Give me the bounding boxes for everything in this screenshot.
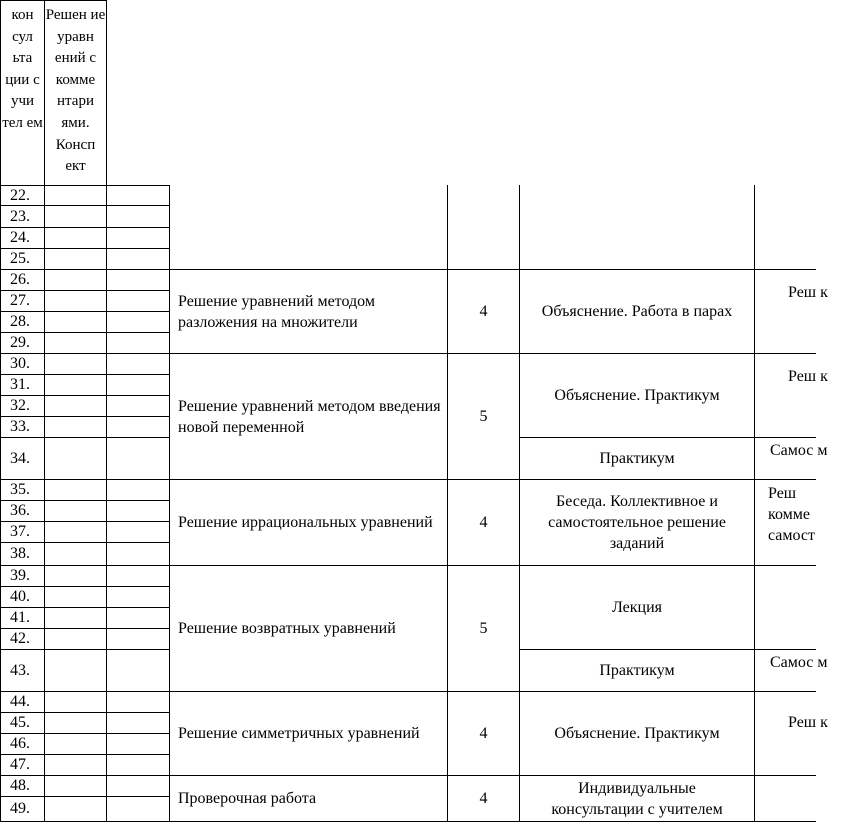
form-cell: [520, 438, 754, 479]
row-number: 48.: [10, 777, 30, 794]
row-number: 49.: [10, 800, 30, 817]
topic-cell: [170, 480, 447, 565]
topic-text: Решение уравнений методом разложения на множители: [178, 292, 375, 331]
empty-cell: [44, 269, 107, 291]
row-number-cell: [0, 248, 45, 270]
topic-text: Проверочная работа: [178, 790, 317, 807]
hours-cell: [448, 270, 519, 353]
row-number-cell: [0, 754, 45, 776]
empty-cell: [106, 227, 170, 249]
empty-cell: [106, 691, 170, 713]
empty-cell: [106, 796, 170, 822]
header-solutions: [44, 0, 107, 186]
empty-cell: [44, 521, 107, 543]
row-number: 46.: [10, 735, 30, 752]
empty-cell: [106, 416, 170, 438]
empty-cell: [106, 395, 170, 417]
empty-cell: [44, 754, 107, 776]
row-number: 26.: [10, 271, 30, 288]
topic-text: Решение уравнений методом введения новой переменной: [178, 397, 441, 436]
row-number: 27.: [10, 292, 30, 309]
row-number-cell: [0, 290, 45, 312]
empty-cell: [106, 205, 170, 228]
row-number-cell: [0, 185, 45, 206]
extra-text: Реш комме самост: [768, 485, 816, 544]
row-number: 32.: [10, 397, 30, 414]
row-number: 22.: [10, 186, 30, 204]
empty-cell: [44, 500, 107, 522]
empty-cell: [106, 185, 170, 206]
empty-cell: [44, 542, 107, 566]
row-number: 35.: [10, 481, 30, 498]
topic-text: Решение иррациональных уравнений: [178, 514, 433, 531]
header-consultations: [0, 0, 45, 186]
row-number-cell: [0, 586, 45, 608]
hours-text: 4: [479, 790, 488, 807]
row-number: 45.: [10, 714, 30, 731]
row-number: 33.: [10, 418, 30, 435]
row-number-cell: [0, 733, 45, 755]
empty-cell: [44, 565, 107, 587]
row-number: 36.: [10, 502, 30, 519]
row-number-cell: [0, 565, 45, 587]
row-number: 30.: [10, 355, 30, 372]
empty-cell: [106, 290, 170, 312]
empty-cell: [44, 586, 107, 608]
extra-text: Реш к: [788, 714, 828, 731]
empty-cell: [44, 353, 107, 375]
hours-cell: [448, 480, 519, 565]
extra-text: Самос м: [770, 654, 828, 671]
form-text: Объяснение. Практикум: [554, 725, 720, 742]
empty-cell: [106, 311, 170, 333]
row-number-cell: [0, 649, 45, 692]
row-number: 39.: [10, 567, 30, 584]
empty-cell: [44, 607, 107, 629]
empty-cell: [44, 227, 107, 249]
form-cell: [520, 566, 754, 649]
row-number: 41.: [10, 609, 30, 626]
empty-cell: [106, 607, 170, 629]
hours-text: 5: [479, 408, 488, 425]
empty-cell: [106, 332, 170, 354]
grid-line: [754, 185, 755, 822]
topic-cell: [170, 776, 447, 821]
empty-cell: [44, 248, 107, 270]
empty-cell: [44, 628, 107, 650]
row-number: 40.: [10, 588, 30, 605]
empty-cell: [106, 586, 170, 608]
form-text: Объяснение. Практикум: [554, 387, 720, 404]
form-cell: [520, 270, 754, 353]
form-text: Индивидуальные консультации с учителем: [551, 779, 723, 818]
empty-cell: [106, 775, 170, 797]
row-number: 25.: [10, 250, 30, 267]
row-number: 47.: [10, 756, 30, 773]
header-consultations-text: кон сул ьта ции с учи тел ем: [2, 7, 43, 131]
row-number-cell: [0, 311, 45, 333]
row-number-cell: [0, 269, 45, 291]
topic-cell: [170, 692, 447, 775]
form-cell: [520, 354, 754, 437]
row-number: 43.: [10, 661, 30, 679]
row-number-cell: [0, 416, 45, 438]
empty-cell: [106, 628, 170, 650]
header-solutions-text: Решен ие уравн ений с комме нтари ями. Консп ект: [45, 7, 106, 175]
row-number-cell: [0, 332, 45, 354]
row-number-cell: [0, 796, 45, 822]
empty-cell: [44, 290, 107, 312]
empty-cell: [44, 185, 107, 206]
row-number: 42.: [10, 630, 30, 647]
hours-text: 4: [479, 303, 488, 320]
extra-text: Самос м: [770, 442, 828, 459]
empty-cell: [44, 733, 107, 755]
extra-cell: [788, 712, 848, 762]
row-number-cell: [0, 479, 45, 501]
row-number-cell: [0, 353, 45, 375]
form-cell: [520, 692, 754, 775]
row-number: 29.: [10, 334, 30, 351]
empty-cell: [44, 479, 107, 501]
empty-cell: [44, 796, 107, 822]
row-number-cell: [0, 374, 45, 396]
form-text: Лекция: [611, 599, 663, 616]
extra-cell: [770, 440, 830, 480]
form-text: Объяснение. Работа в парах: [541, 303, 733, 320]
row-number: 37.: [10, 523, 30, 540]
form-text: Беседа. Коллективное и самостоятельное решение заданий: [548, 493, 726, 552]
row-number-cell: [0, 712, 45, 734]
extra-cell: [768, 483, 828, 563]
empty-cell: [44, 311, 107, 333]
empty-cell: [106, 542, 170, 566]
row-number: 31.: [10, 376, 30, 393]
hours-cell: [448, 566, 519, 691]
form-text: Практикум: [599, 662, 675, 679]
row-number: 24.: [10, 229, 30, 246]
hours-cell: [448, 776, 519, 821]
empty-cell: [44, 395, 107, 417]
topic-text: Решение симметричных уравнений: [178, 725, 420, 742]
topic-text: Решение возвратных уравнений: [178, 620, 396, 637]
row-number-cell: [0, 437, 45, 480]
hours-cell: [448, 354, 519, 479]
empty-cell: [44, 332, 107, 354]
row-number: 34.: [10, 449, 30, 467]
empty-cell: [106, 733, 170, 755]
topic-cell: [170, 270, 447, 353]
row-number-cell: [0, 607, 45, 629]
form-cell: [520, 650, 754, 691]
hours-text: 4: [479, 514, 488, 531]
empty-cell: [106, 248, 170, 270]
empty-cell: [106, 479, 170, 501]
block-separator: [169, 821, 816, 822]
empty-cell: [44, 205, 107, 228]
empty-cell: [106, 521, 170, 543]
hours-text: 4: [479, 725, 488, 742]
extra-cell: [770, 652, 830, 692]
empty-cell: [106, 649, 170, 692]
row-number-cell: [0, 205, 45, 228]
extra-text: Реш к: [788, 284, 828, 301]
empty-cell: [106, 500, 170, 522]
empty-cell: [106, 437, 170, 480]
empty-cell: [44, 416, 107, 438]
empty-cell: [44, 712, 107, 734]
extra-cell: [788, 282, 848, 332]
row-number: 23.: [10, 207, 30, 225]
empty-cell: [44, 775, 107, 797]
row-number-cell: [0, 395, 45, 417]
row-number: 38.: [10, 545, 30, 562]
row-number: 44.: [10, 693, 30, 710]
empty-cell: [44, 437, 107, 480]
empty-cell: [44, 691, 107, 713]
row-number-cell: [0, 521, 45, 543]
row-number-cell: [0, 691, 45, 713]
empty-cell: [106, 565, 170, 587]
empty-cell: [44, 374, 107, 396]
empty-cell: [106, 712, 170, 734]
row-number-cell: [0, 775, 45, 797]
form-cell: [530, 776, 744, 821]
hours-cell: [448, 692, 519, 775]
empty-cell: [106, 353, 170, 375]
row-number-cell: [0, 628, 45, 650]
empty-cell: [44, 649, 107, 692]
row-number: 28.: [10, 313, 30, 330]
empty-cell: [106, 754, 170, 776]
extra-cell: [788, 366, 848, 416]
topic-cell: [170, 566, 447, 691]
topic-cell: [170, 354, 447, 479]
row-number-cell: [0, 227, 45, 249]
hours-text: 5: [479, 620, 488, 637]
row-number-cell: [0, 500, 45, 522]
row-number-cell: [0, 542, 45, 566]
empty-cell: [106, 269, 170, 291]
form-cell: [528, 480, 746, 565]
empty-cell: [106, 374, 170, 396]
form-text: Практикум: [599, 450, 675, 467]
extra-text: Реш к: [788, 368, 828, 385]
